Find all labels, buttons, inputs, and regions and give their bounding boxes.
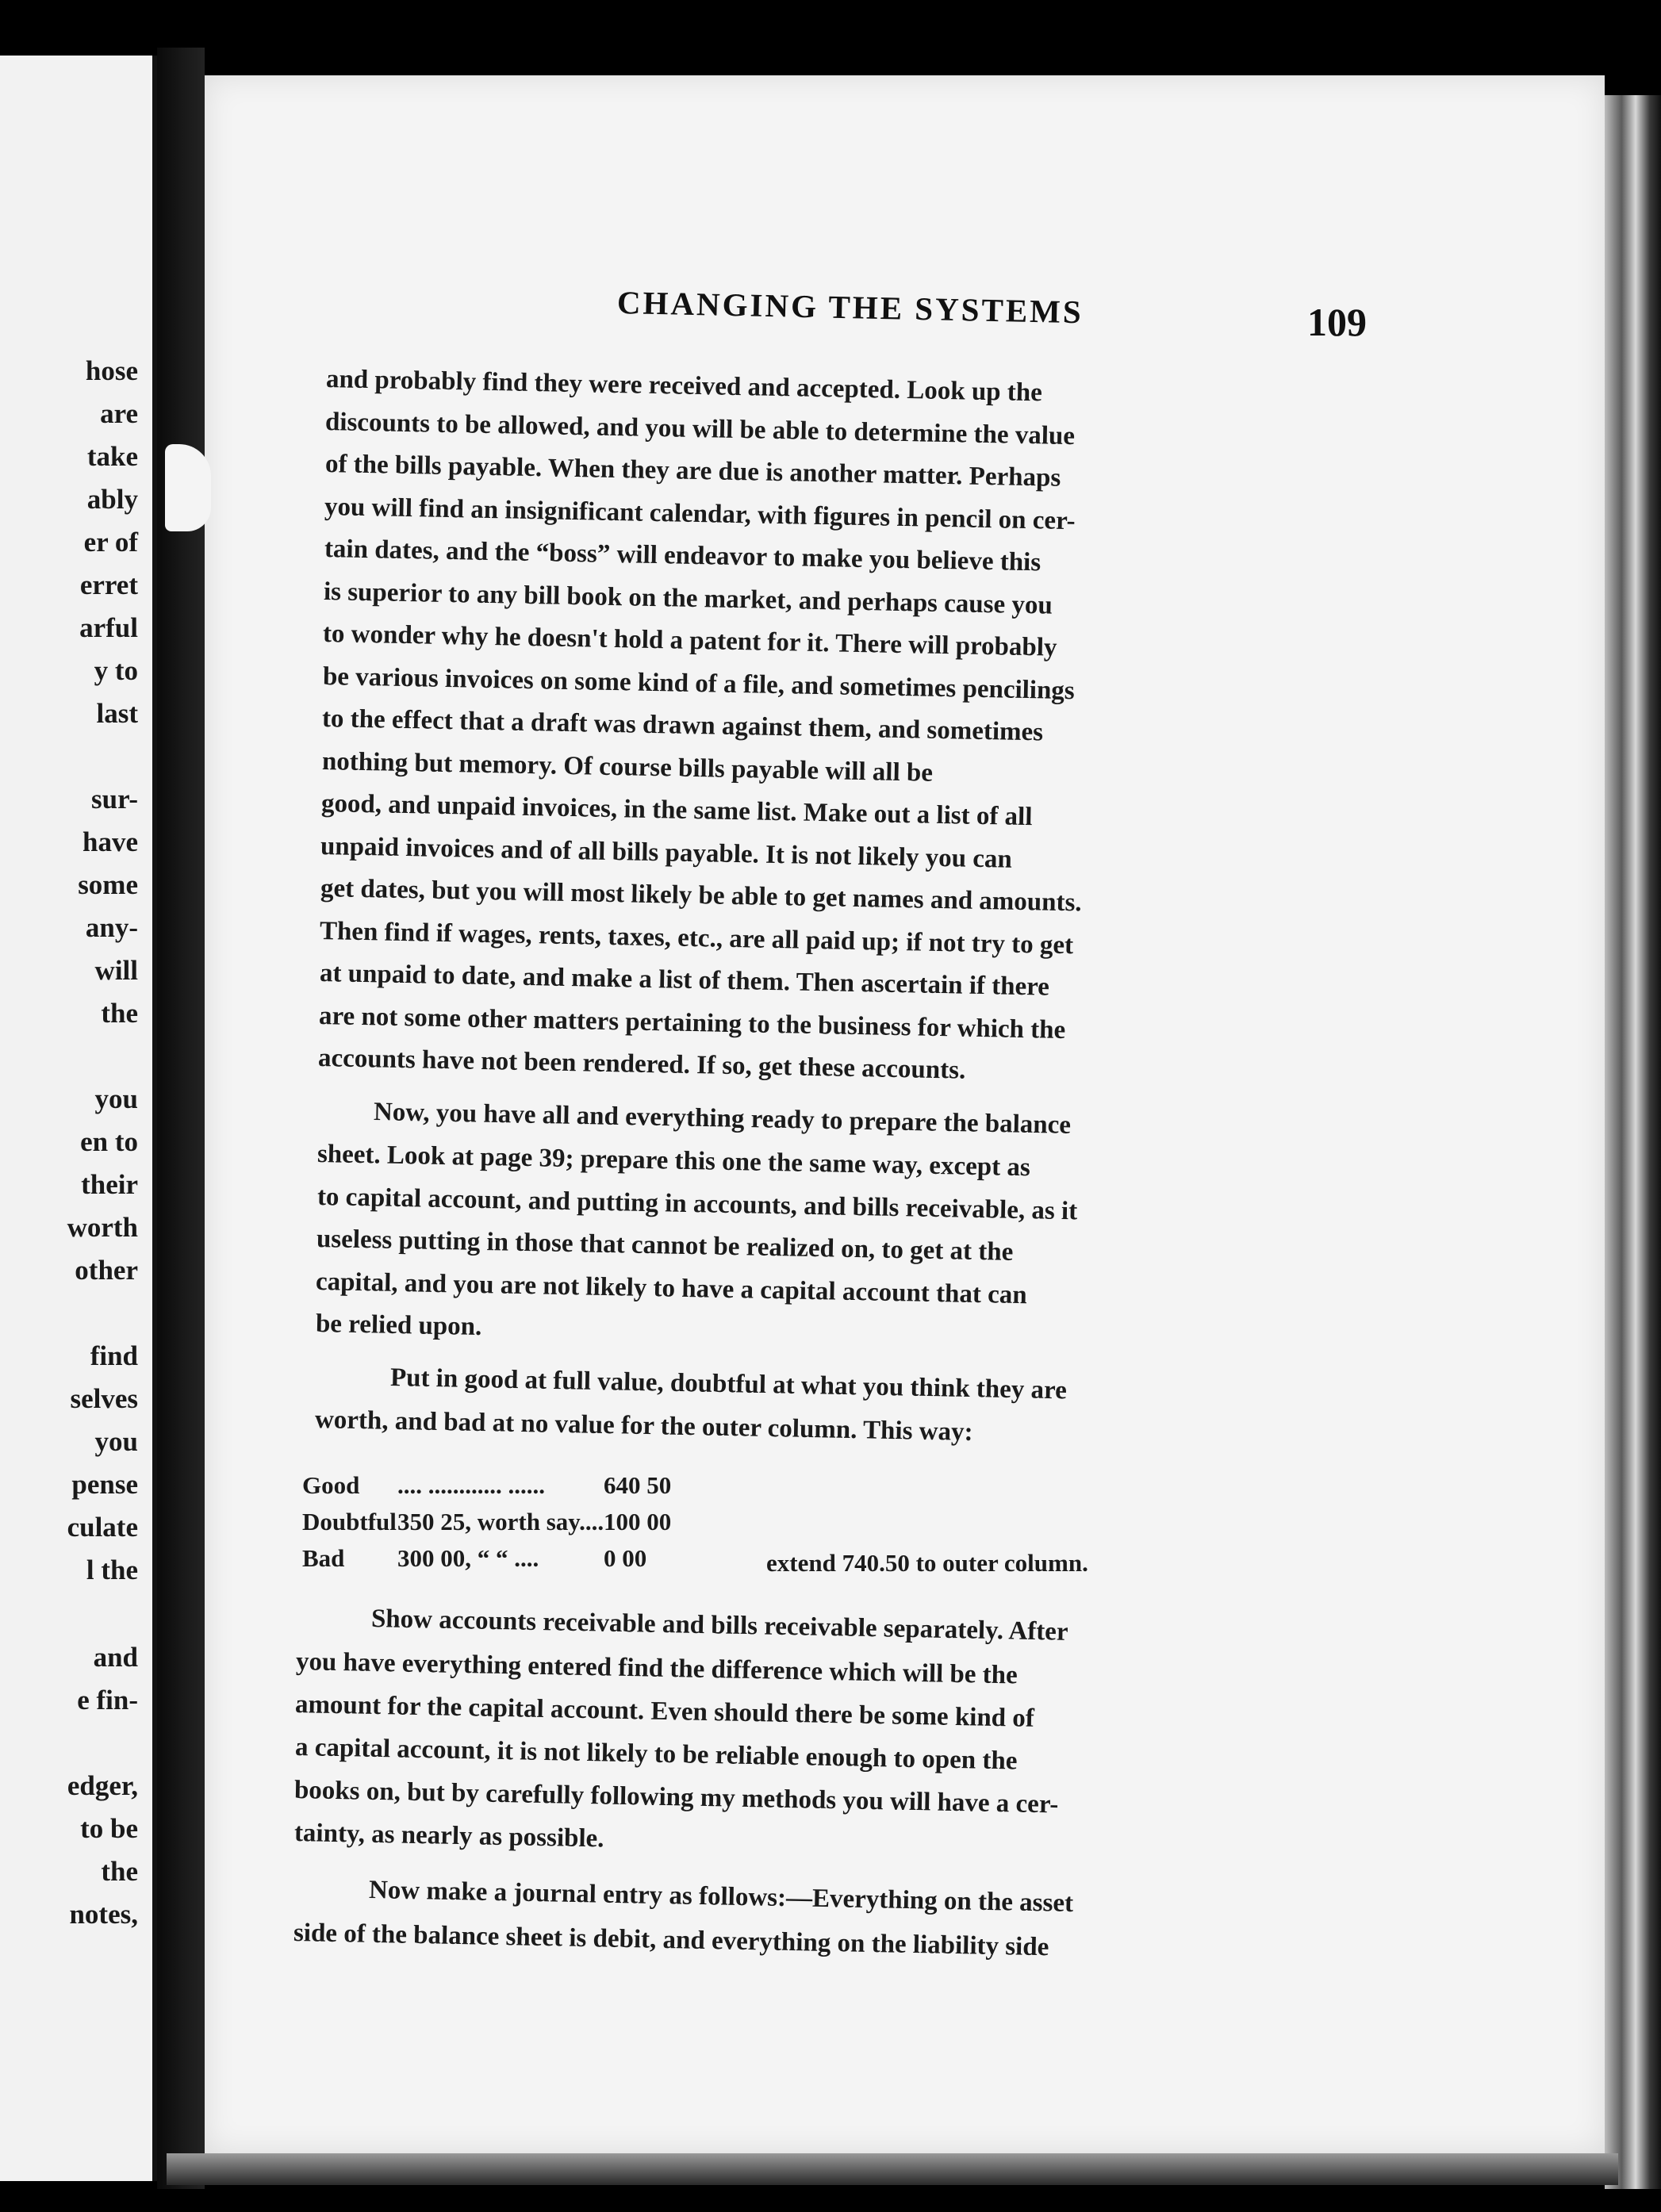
left-fragment: to be [80,1813,138,1844]
text-line: Put in good at full value, doubtful at what you think they are [389,1363,1068,1405]
left-fragment: erret [79,569,138,600]
left-fragment: e fin- [77,1685,138,1716]
left-fragment: their [81,1169,138,1200]
left-fragment: edger, [67,1770,138,1801]
ledger-label: Doubtful [302,1508,397,1535]
left-fragment: have [82,826,138,857]
left-fragment: the [101,998,138,1029]
text-line: accounts have not been rendered. If so, get these accounts. [318,1044,967,1085]
left-fragment: hose [85,355,138,386]
ledger-value: 0 00 [604,1544,647,1572]
text-line: to wonder why he doesn't hold a patent for it. There will probably [323,619,1058,662]
text-line: be various invoices on some kind of a file, and sometimes pencilings [322,661,1075,705]
left-fragment: er of [83,527,138,558]
ledger-detail: 300 00, “ “ .... [397,1544,539,1572]
page-tear [165,444,211,531]
left-fragment: you [94,1426,138,1457]
left-fragment: and [93,1642,138,1673]
page-edges-bottom [167,2153,1618,2185]
left-fragment: some [78,869,138,900]
text-line: tain dates, and the “boss” will endeavor to make you believe this [324,535,1041,577]
left-fragment: arful [79,612,138,643]
running-head: CHANGING THE SYSTEMS [616,284,1084,331]
page-number: 109 [1307,300,1367,344]
text-line: worth, and bad at no value for the outer column. This way: [314,1405,973,1447]
left-fragment: last [96,698,138,729]
text-line: capital, and you are not likely to have a capital account that can [316,1267,1028,1309]
ledger-note: extend 740.50 to outer column. [766,1549,1088,1577]
left-fragment: culate [67,1512,138,1543]
left-fragment: are [100,398,138,429]
text-line: be relied upon. [315,1309,482,1342]
left-fragment: worth [67,1212,138,1243]
text-line: and probably find they were received and accepted. Look up the [325,365,1043,408]
previous-page [0,56,159,2181]
text-line: are not some other matters pertaining to the business for which the [318,1001,1066,1045]
text-line: to the effect that a draft was drawn against them, and sometimes [321,704,1044,747]
left-fragment: find [90,1340,138,1371]
left-fragment: y to [94,655,138,686]
ledger-label: Good [302,1471,360,1499]
text-line: nothing but memory. Of course bills payable will all be [321,746,933,788]
page-edges-right [1605,95,1661,2189]
left-fragment: sur- [91,784,138,815]
text-line: you have everything entered find the difference which will be the [295,1647,1018,1690]
text-line: Then find if wages, rents, taxes, etc., are all paid up; if not try to get [319,916,1074,960]
text-line: useless putting in those that cannot be realized on, to get at the [316,1225,1014,1267]
left-fragment: ably [86,484,138,515]
text-line: side of the balance sheet is debit, and everything on the liability side [293,1919,1049,1962]
text-line: Show accounts receivable and bills receivable separately. After [370,1604,1068,1647]
text-line: a capital account, it is not likely to be reliable enough to open the [294,1733,1018,1776]
text-line: good, and unpaid invoices, in the same list. Make out a list of all [320,789,1033,832]
text-line: Now, you have all and everything ready to prepare the balance [373,1097,1072,1140]
ledger-detail: 350 25, worth say.... [397,1508,604,1535]
text-line: discounts to be allowed, and you will be able to determine the value [325,407,1076,450]
left-fragment: you [94,1083,138,1114]
ledger-label: Bad [302,1544,345,1572]
text-line: unpaid invoices and of all bills payable. It is not likely you can [320,831,1013,874]
text-line: Now make a journal entry as follows:—Everything on the asset [368,1876,1074,1919]
ledger-row [302,1471,1349,1503]
text-line: tainty, as nearly as possible. [293,1819,604,1854]
ledger-value: 640 50 [604,1471,672,1499]
left-fragment: any- [85,912,138,943]
text-line: at unpaid to date, and make a list of them. Then ascertain if there [319,959,1049,1002]
text-line: is superior to any bill book on the market, and perhaps cause you [323,577,1053,620]
left-fragment: other [75,1255,138,1286]
ledger-detail: .... ............ ...... [397,1471,545,1499]
text-line: amount for the capital account. Even should there be some kind of [294,1690,1035,1733]
left-fragment: l the [86,1555,138,1585]
left-fragment: the [101,1856,138,1887]
ledger-value: 100 00 [604,1508,672,1535]
ledger-row [302,1508,1349,1539]
book-page [205,75,1605,2153]
text-line: books on, but by carefully following my methods you will have a cer- [293,1776,1059,1819]
left-fragment: take [86,441,138,472]
ledger-row [302,1544,1349,1576]
text-line: sheet. Look at page 39; prepare this one the same way, except as [316,1140,1031,1183]
text-line: of the bills payable. When they are due is another matter. Perhaps [324,450,1061,493]
left-fragment: notes, [69,1899,138,1930]
text-line: you will find an insignificant calendar, with figures in pencil on cer- [324,492,1076,535]
left-fragment: will [94,955,138,986]
text-line: get dates, but you will most likely be able to get names and amounts. [320,874,1082,918]
left-fragment: selves [70,1383,138,1414]
left-fragment: en to [80,1126,138,1157]
left-fragment: pense [71,1469,138,1500]
book-gutter [157,48,205,2189]
text-line: to capital account, and putting in accounts, and bills receivable, as it [316,1182,1078,1225]
